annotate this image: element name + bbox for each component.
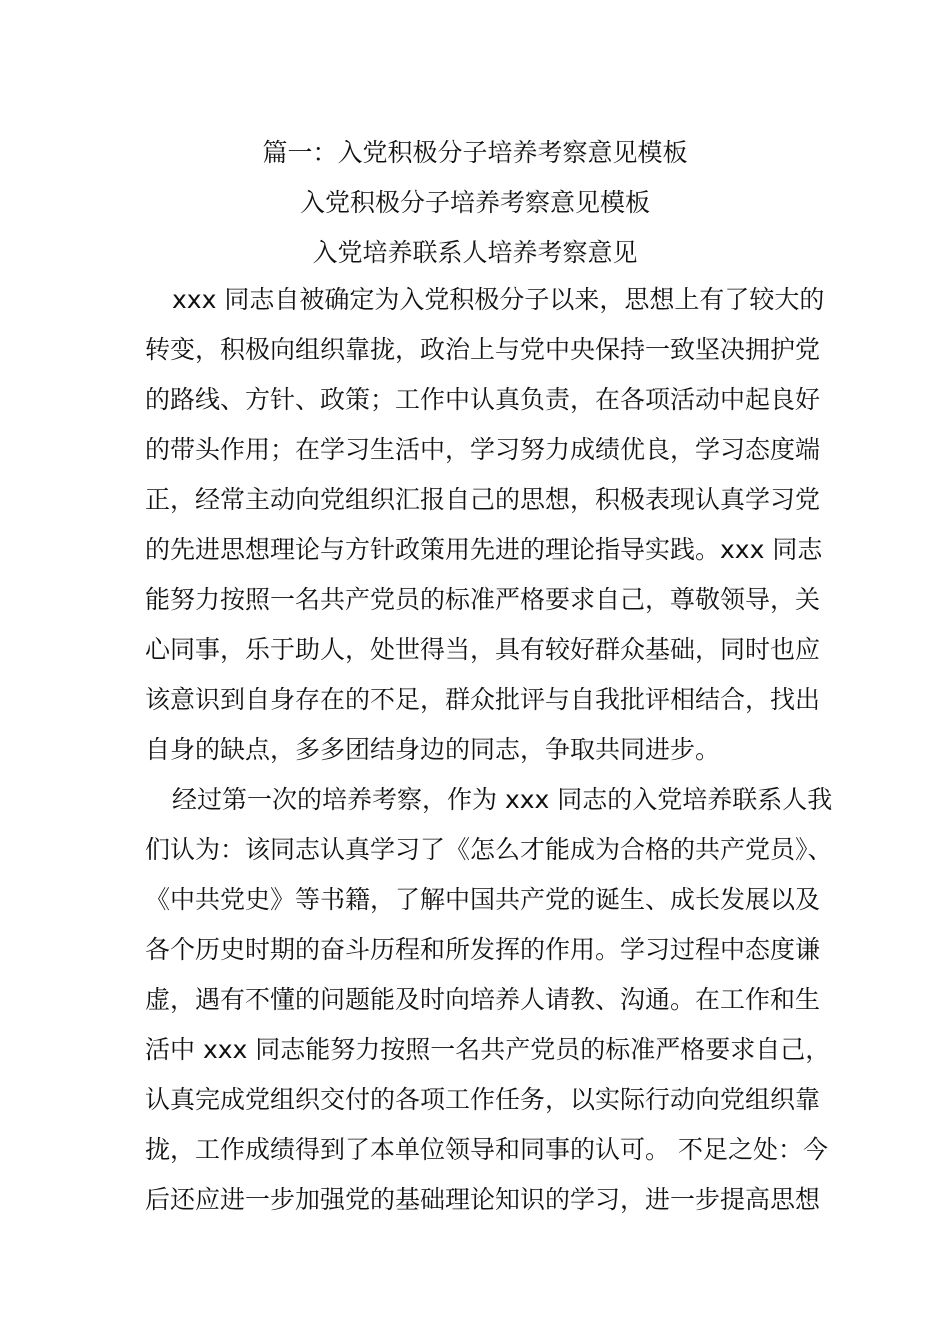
paragraph-line: 认真完成党组织交付的各项工作任务，以实际行动向党组织靠 [145,1085,821,1114]
document-section-title: 入党培养联系人培养考察意见 [312,238,638,267]
paragraph-line: 的带头作用；在学习生活中，学习努力成绩优良，学习态度端 [145,435,821,464]
paragraph-line: 虚，遇有不懂的问题能及时向培养人请教、沟通。在工作和生 [145,985,821,1014]
paragraph-line: 心同事，乐于助人，处世得当，具有较好群众基础，同时也应 [145,635,821,664]
paragraph-line: 后还应进一步加强党的基础理论知识的学习，进一步提高思想 [145,1185,821,1214]
paragraph-line: 自身的缺点，多多团结身边的同志，争取共同进步。 [145,735,721,764]
document-headings [0,128,950,278]
document-subtitle: 入党积极分子培养考察意见模板 [299,188,650,217]
paragraph-line: 的路线、方针、政策；工作中认真负责，在各项活动中起良好 [145,385,821,414]
paragraph-line: xxx 同志自被确定为入党积极分子以来，思想上有了较大的 [172,285,825,314]
paragraph-line: 经过第一次的培养考察，作为 xxx 同志的入党培养联系人我 [172,785,833,814]
document-title: 篇一：入党积极分子培养考察意见模板 [262,138,688,167]
paragraph-line: 该意识到自身存在的不足，群众批评与自我批评相结合，找出 [145,685,821,714]
paragraph-line: 能努力按照一名共产党员的标准严格要求自己，尊敬领导，关 [145,585,821,614]
paragraph-line: 《中共党史》等书籍，了解中国共产党的诞生、成长发展以及 [145,885,821,914]
paragraph-line: 各个历史时期的奋斗历程和所发挥的作用。学习过程中态度谦 [145,935,821,964]
paragraph-line: 的先进思想理论与方针政策用先进的理论指导实践。xxx 同志 [145,535,823,564]
paragraph-line: 们认为：该同志认真学习了《怎么才能成为合格的共产党员》、 [145,835,833,864]
paragraph-line: 正，经常主动向党组织汇报自己的思想，积极表现认真学习党 [145,485,821,514]
paragraph-line: 转变，积极向组织靠拢，政治上与党中央保持一致坚决拥护党 [145,335,821,364]
paragraph-line: 拢，工作成绩得到了本单位领导和同事的认可。 不足之处：今 [145,1135,828,1164]
paragraph-line: 活中 xxx 同志能努力按照一名共产党员的标准严格要求自己， [145,1035,831,1064]
